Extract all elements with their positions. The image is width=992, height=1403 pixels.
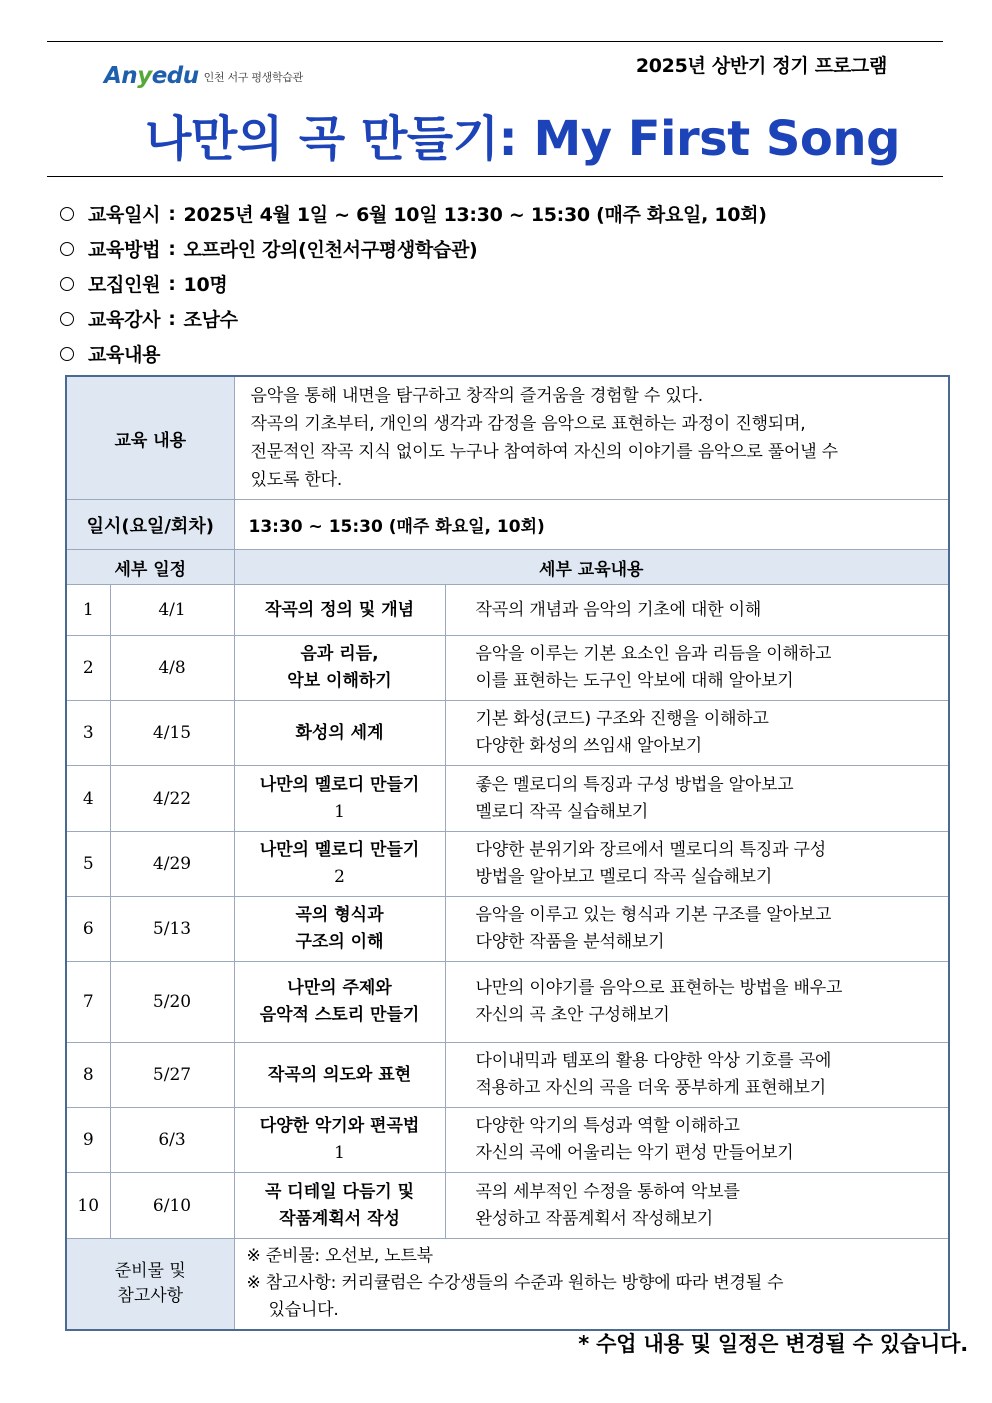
circle-bullet-icon [60, 207, 74, 221]
content-label: 교육 내용 [66, 376, 234, 500]
session-detail: 다양한 분위기와 장르에서 멜로디의 특징과 구성 방법을 알아보고 멜로디 작곡 실습해보기 [445, 832, 949, 897]
info-item-capacity: 모집인원 : 10명 [60, 266, 767, 301]
session-topic: 나만의 주제와 음악적 스토리 만들기 [234, 962, 445, 1043]
session-detail: 음악을 이루고 있는 형식과 기본 구조를 알아보고 다양한 작품을 분석해보기 [445, 897, 949, 962]
session-date: 6/3 [110, 1108, 234, 1173]
session-detail: 기본 화성(코드) 구조와 진행을 이해하고 다양한 화성의 쓰임새 알아보기 [445, 701, 949, 766]
session-date: 4/1 [110, 585, 234, 636]
table-row [66, 832, 949, 897]
session-number: 3 [66, 701, 110, 766]
table-row [66, 897, 949, 962]
table-row [66, 1173, 949, 1239]
session-detail: 곡의 세부적인 수정을 통하여 악보를 완성하고 작품계획서 작성해보기 [445, 1173, 949, 1239]
session-topic: 화성의 세계 [234, 701, 445, 766]
top-rule [47, 41, 943, 42]
prep-notes: ※ 준비물: 오선보, 노트북 ※ 참고사항: 커리큘럼은 수강생들의 수준과 원하는 방향에 따라 변경될 수 있습니다. [234, 1239, 949, 1330]
logo-wordmark: Anyedu [104, 63, 199, 89]
session-number: 7 [66, 962, 110, 1043]
logo-org-name: 인천 서구 평생학습관 [203, 71, 303, 84]
footer-note: * 수업 내용 및 일정은 변경될 수 있습니다. [578, 1332, 968, 1356]
session-number: 4 [66, 766, 110, 832]
circle-bullet-icon [60, 312, 74, 326]
session-topic: 곡 디테일 다듬기 및 작품계획서 작성 [234, 1173, 445, 1239]
schedule-value: 13:30 ~ 15:30 (매주 화요일, 10회) [234, 500, 949, 550]
session-date: 6/10 [110, 1173, 234, 1239]
table-row [66, 585, 949, 636]
table-row [66, 1043, 949, 1108]
table-row [66, 962, 949, 1043]
session-topic: 나만의 멜로디 만들기 1 [234, 766, 445, 832]
detail-schedule-header: 세부 일정 [66, 550, 234, 585]
session-detail: 다이내믹과 템포의 활용 다양한 악상 기호를 곡에 적용하고 자신의 곡을 더욱 풍부하게 표현해보기 [445, 1043, 949, 1108]
detail-header-row [66, 550, 949, 585]
table-row [66, 636, 949, 701]
prep-label: 준비물 및 참고사항 [66, 1239, 234, 1330]
info-item-content: 교육내용 [60, 336, 767, 371]
session-date: 5/13 [110, 897, 234, 962]
page-title: 나만의 곡 만들기: My First Song [145, 111, 900, 167]
session-topic: 나만의 멜로디 만들기 2 [234, 832, 445, 897]
schedule-row [66, 500, 949, 550]
prep-row [66, 1239, 949, 1330]
session-number: 9 [66, 1108, 110, 1173]
session-date: 4/8 [110, 636, 234, 701]
session-topic: 작곡의 정의 및 개념 [234, 585, 445, 636]
session-detail: 나만의 이야기를 음악으로 표현하는 방법을 배우고 자신의 곡 초안 구성해보기 [445, 962, 949, 1043]
table-row [66, 701, 949, 766]
table-row [66, 766, 949, 832]
session-date: 4/22 [110, 766, 234, 832]
session-number: 6 [66, 897, 110, 962]
info-item-instructor: 교육강사 : 조남수 [60, 301, 767, 336]
table-row [66, 1108, 949, 1173]
circle-bullet-icon [60, 242, 74, 256]
detail-content-header: 세부 교육내용 [234, 550, 949, 585]
session-date: 4/29 [110, 832, 234, 897]
session-number: 2 [66, 636, 110, 701]
session-date: 5/27 [110, 1043, 234, 1108]
session-number: 5 [66, 832, 110, 897]
session-number: 1 [66, 585, 110, 636]
circle-bullet-icon [60, 277, 74, 291]
session-topic: 작곡의 의도와 표현 [234, 1043, 445, 1108]
program-label: 2025년 상반기 정기 프로그램 [635, 55, 887, 77]
session-topic: 다양한 악기와 편곡법 1 [234, 1108, 445, 1173]
session-detail: 음악을 이루는 기본 요소인 음과 리듬을 이해하고 이를 표현하는 도구인 악보에 대해 알아보기 [445, 636, 949, 701]
session-detail: 좋은 멜로디의 특징과 구성 방법을 알아보고 멜로디 작곡 실습해보기 [445, 766, 949, 832]
info-list [60, 196, 767, 371]
session-date: 5/20 [110, 962, 234, 1043]
content-row [66, 376, 949, 500]
circle-bullet-icon [60, 347, 74, 361]
info-item-date: 교육일시 : 2025년 4월 1일 ~ 6월 10일 13:30 ~ 15:30 (매주 화요일, 10회) [60, 196, 767, 231]
title-rule [47, 176, 943, 177]
curriculum-table [65, 375, 950, 1331]
session-detail: 작곡의 개념과 음악의 기초에 대한 이해 [445, 585, 949, 636]
session-date: 4/15 [110, 701, 234, 766]
session-number: 10 [66, 1173, 110, 1239]
info-item-method: 교육방법 : 오프라인 강의(인천서구평생학습관) [60, 231, 767, 266]
schedule-label: 일시(요일/회차) [66, 500, 234, 550]
session-number: 8 [66, 1043, 110, 1108]
session-detail: 다양한 악기의 특성과 역할 이해하고 자신의 곡에 어울리는 악기 편성 만들어보기 [445, 1108, 949, 1173]
session-topic: 음과 리듬, 악보 이해하기 [234, 636, 445, 701]
content-description: 음악을 통해 내면을 탐구하고 창작의 즐거움을 경험할 수 있다. 작곡의 기초부터, 개인의 생각과 감정을 음악으로 표현하는 과정이 진행되며, 전문적인 작곡 지식 없이도 누구나 참여하여 자신의 이야기를 음악으로 풀어낼 수 있도록 한다. [234, 376, 949, 500]
session-topic: 곡의 형식과 구조의 이해 [234, 897, 445, 962]
logo [104, 44, 303, 88]
